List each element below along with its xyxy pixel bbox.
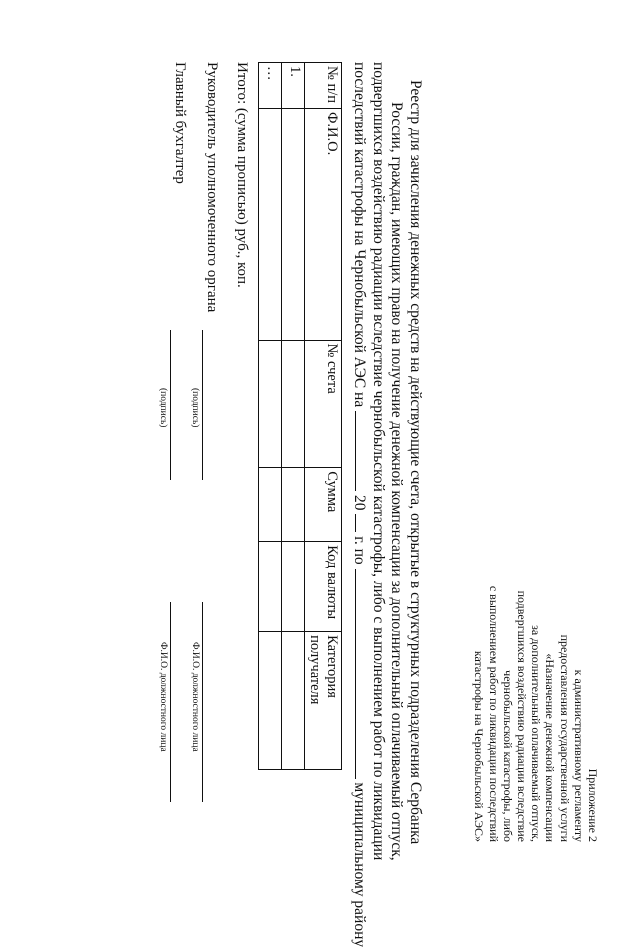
registry-table (258, 62, 342, 770)
table-cell (282, 468, 305, 542)
table-row (259, 63, 282, 770)
title-line-1: Реестр для зачисления денежных средств на действующие счета, открытые в структурных подразделения Сербанка (407, 80, 424, 845)
table-cell (282, 340, 305, 468)
title-line-2: России, граждан, имеющих право на получение денежной компенсации за дополнительный оплачиваемый отпуск, (388, 102, 406, 861)
head-name-line (202, 602, 203, 802)
column-header: Ф.И.О. (305, 108, 342, 340)
accountant-signature-block (148, 62, 188, 842)
table-cell (282, 542, 305, 632)
accountant-name-line (170, 602, 171, 802)
head-signature-caption: (подпись) (190, 388, 200, 428)
appendix-line: подвергшихся воздействию радиации вследствие (514, 590, 529, 842)
table-cell (259, 542, 282, 632)
table-cell (282, 632, 305, 770)
appendix-line: к административному регламенту (571, 669, 586, 842)
head-signature-line (202, 330, 203, 480)
head-label: Руководитель уполномоченного органа (204, 62, 220, 313)
table-cell: … (259, 63, 282, 109)
registry-title (350, 62, 424, 947)
column-header: № счета (305, 340, 342, 468)
appendix-line: катастрофы на Чернобыльской АЭС» (472, 650, 487, 842)
title-line-4 (350, 62, 369, 947)
column-header: Сумма (305, 468, 342, 542)
appendix-header (472, 502, 600, 842)
appendix-line: за дополнительный оплачиваемый отпуск, (529, 625, 544, 842)
title-year: 20 (351, 494, 369, 511)
accountant-label: Главный бухгалтер (172, 62, 188, 184)
column-header: Код валюты (305, 542, 342, 632)
table-cell: 1. (282, 63, 305, 109)
table-cell (259, 468, 282, 542)
head-name-caption: Ф.И.О. должностного лица (190, 642, 200, 752)
table-cell (259, 632, 282, 770)
appendix-line: предоставления государственной услуги (557, 634, 572, 842)
table-cell (259, 108, 282, 340)
date-blank (356, 411, 369, 491)
appendix-line: чернобыльской катастрофы, либо (500, 670, 515, 842)
appendix-line: «Назначение денежной компенсации (543, 653, 558, 842)
column-header: Категория получателя (305, 632, 342, 770)
accountant-signature-line (170, 330, 171, 480)
title-line-4-part-a: последствий катастрофы на Чернобыльской АЭС на (351, 62, 369, 408)
district-blank (356, 569, 369, 779)
rotated-document-content (40, 22, 600, 947)
title-line-4-part-c: г. по (351, 536, 369, 565)
table-row (282, 63, 305, 770)
appendix-line: с выполнением работ по ликвидации последствий (486, 585, 501, 842)
title-line-3: подвергшихся воздействию радиации вследствие чернобыльской катастрофы, либо с выполнением работ по ликвидации (370, 62, 387, 861)
total-line: Итого: (сумма прописью) руб., коп. (234, 62, 250, 288)
accountant-signature-caption: (подпись) (158, 388, 168, 428)
year-blank (356, 514, 369, 532)
column-header: № п/п (305, 63, 342, 109)
table-cell (282, 108, 305, 340)
title-line-4-part-d: муниципальному району (351, 782, 369, 947)
accountant-name-caption: Ф.И.О. должностного лица (158, 642, 168, 752)
table-header-row (305, 63, 342, 770)
appendix-line: Приложение 2 (586, 768, 600, 842)
table-cell (259, 340, 282, 468)
